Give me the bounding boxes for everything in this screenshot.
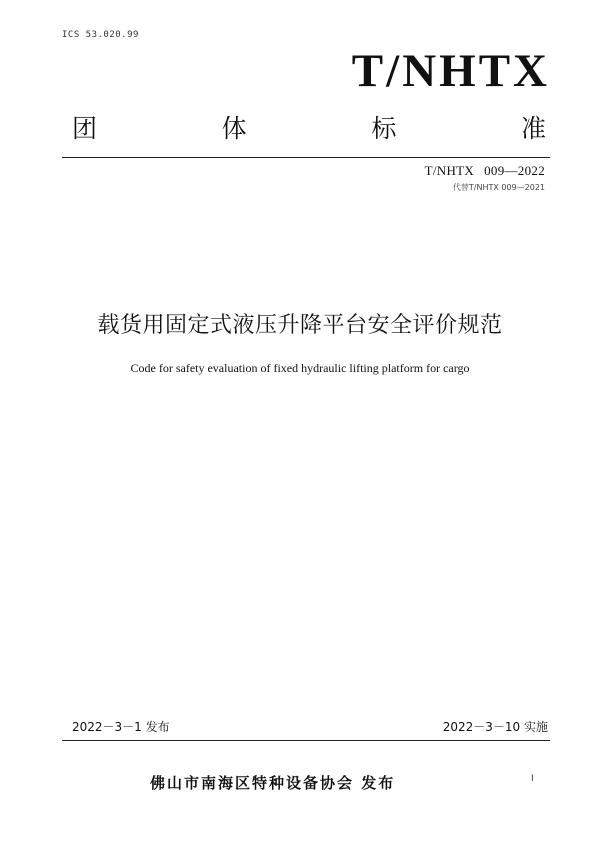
standard-number [425,163,545,179]
document-title-english: Code for safety evaluation of fixed hydraulic lifting platform for cargo [130,361,470,375]
implement-date: 2022－3－10 实施 [442,720,548,734]
standard-type-heading [72,116,546,141]
bottom-divider [62,740,550,741]
standard-code-header: T/NHTX [351,45,550,97]
ics-code: ICS 53.020.99 [62,30,139,40]
issuing-organization: 佛山市南海区特种设备协会 发布 [150,774,396,792]
standard-number-value: 009—2022 [484,163,545,178]
standard-type-char: 准 [520,114,546,143]
standard-number-prefix: T/NHTX [424,163,475,178]
standard-type-char: 标 [371,114,397,143]
page-mark: I [531,774,534,784]
standard-type-char: 体 [221,114,247,143]
document-title-chinese: 载货用固定式液压升降平台安全评价规范 [97,313,503,338]
replaces-note: 代替T/NHTX 009—2021 [452,183,545,192]
top-divider [62,157,550,158]
publish-date: 2022－3－1 发布 [72,720,170,734]
standard-type-char: 团 [72,114,98,143]
